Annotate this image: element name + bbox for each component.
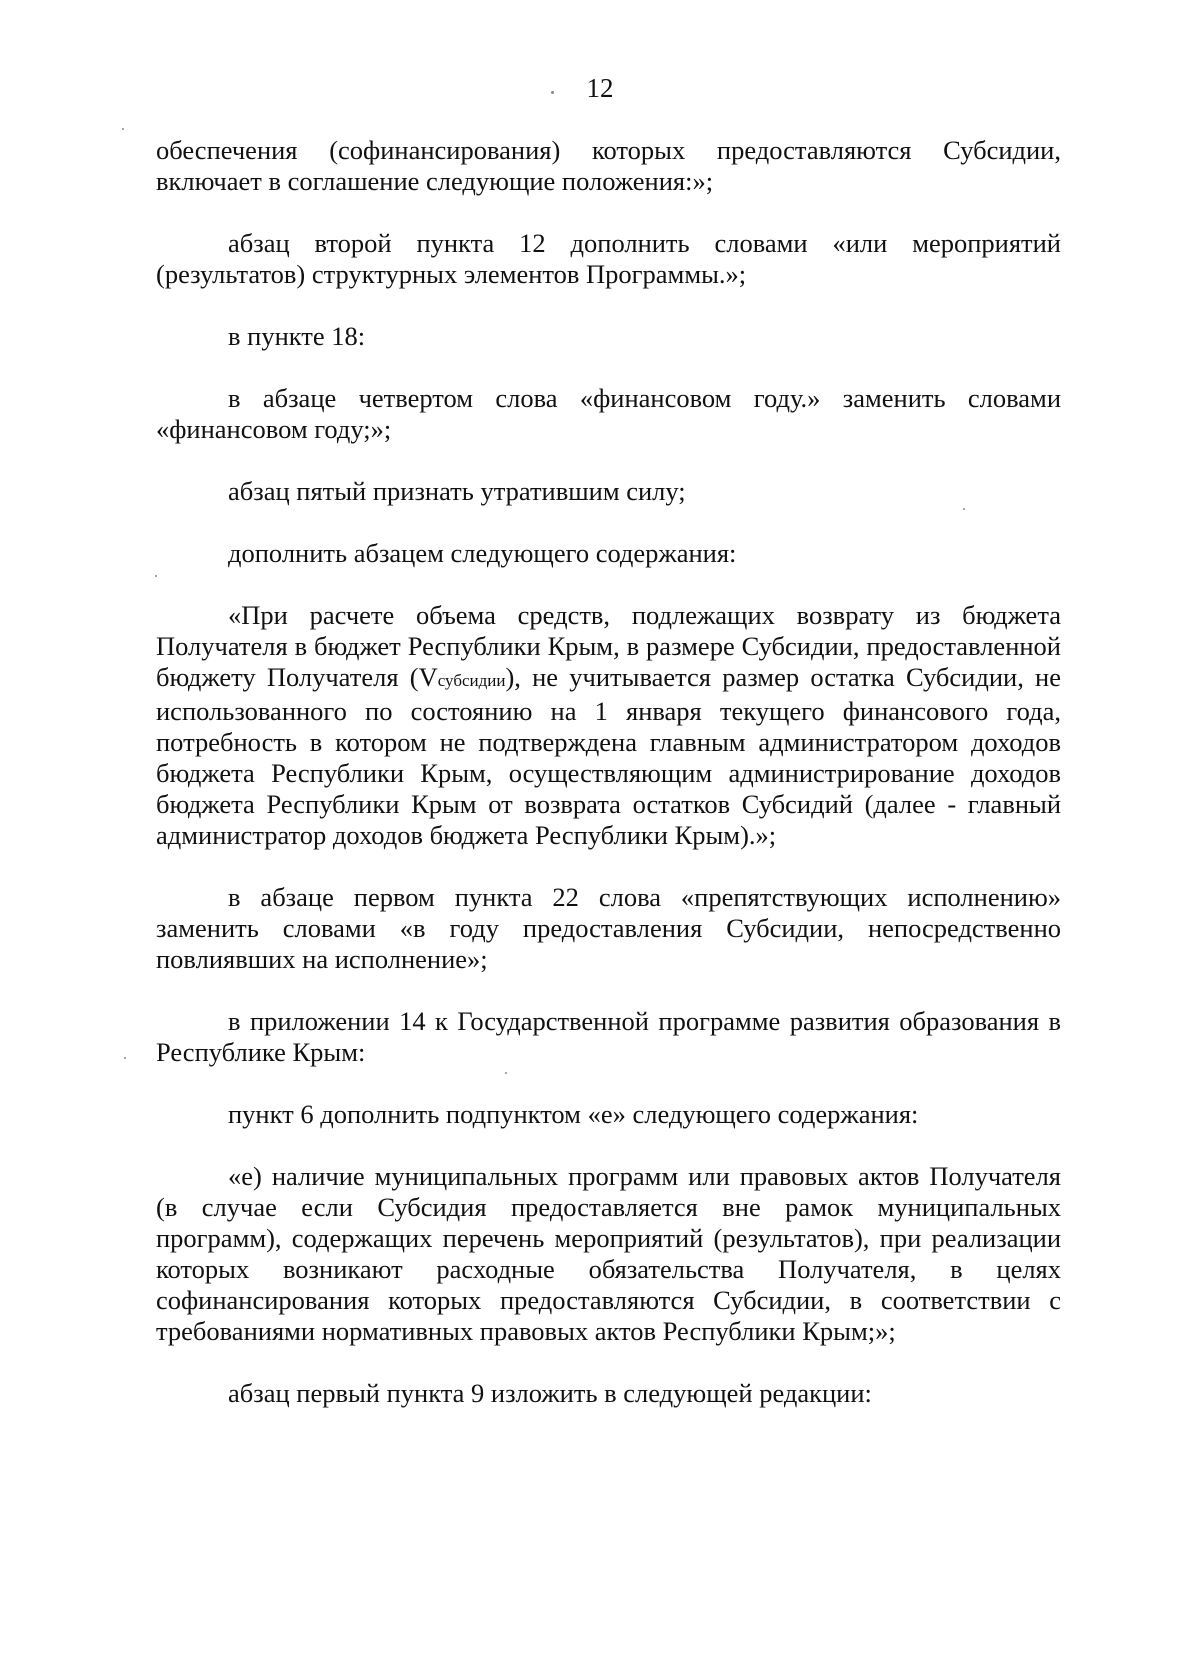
new-abzac-text-end: ), не учитывается размер остатка Субсидии, не использованного по состоянию на 1 января текущего финансового года, потребность в котором не подтверждена главным администратором доходов бюджета Республики Крым, осуществляющим администрирование доходов бюджета Республики Крым от возврата остатков Субсидий (далее - главный администратор доходов бюджета Республики Крым).»; [156,662,1061,850]
scan-speck [122,128,124,130]
paragraph-fifth-abzac-void: абзац пятый признать утратившим силу; [228,476,686,506]
document-body [156,135,1061,1440]
scan-speck [551,91,554,94]
paragraph-point-9-new-edition: абзац первый пункта 9 изложить в следующей редакции: [228,1378,872,1408]
scan-speck [124,1057,126,1059]
paragraph-continuation: обеспечения (софинансирования) которых предоставляются Субсидии, включает в соглашение следующие положения:»; [156,135,1061,196]
subsidy-subscript: субсидии [437,671,506,690]
paragraph-point-22-replace: в абзаце первом пункта 22 слова «препятствующих исполнению» заменить словами «в году предоставления Субсидии, непосредственно повлиявших на исполнение»; [156,882,1061,974]
paragraph-amendment-point-12: абзац второй пункта 12 дополнить словами «или мероприятий (результатов) структурных элементов Программы.»; [156,228,1061,289]
paragraph-fourth-abzac-replace: в абзаце четвертом слова «финансовом году.» заменить словами «финансовом году;»; [156,383,1061,444]
page-number: 12 [586,73,614,103]
paragraph-point-6-addition: пункт 6 дополнить подпунктом «е» следующего содержания: [228,1099,919,1129]
paragraph-point-18-heading: в пункте 18: [228,321,366,351]
paragraph-subpoint-e: «е) наличие муниципальных программ или правовых актов Получателя (в случае если Субсидия предоставляется вне рамок муниципальных программ), содержащих перечень мероприятий (результатов), при реализации которых возникают расходные обязательства Получателя, в целях софинансирования которых предоставляются Субсидии, в соответствии с требованиями нормативных правовых актов Республики Крым;»; [156,1161,1061,1346]
paragraph-new-abzac-text [156,600,1061,851]
new-abzac-text-start: «При расчете объема средств, подлежащих возврату из бюджета Получателя в бюджет Республики Крым, в размере Субсидии, предоставленной бюджету Получателя (V [156,600,1061,692]
paragraph-add-abzac: дополнить абзацем следующего содержания: [228,538,737,568]
paragraph-appendix-14: в приложении 14 к Государственной программе развития образования в Республике Крым: [156,1006,1061,1067]
